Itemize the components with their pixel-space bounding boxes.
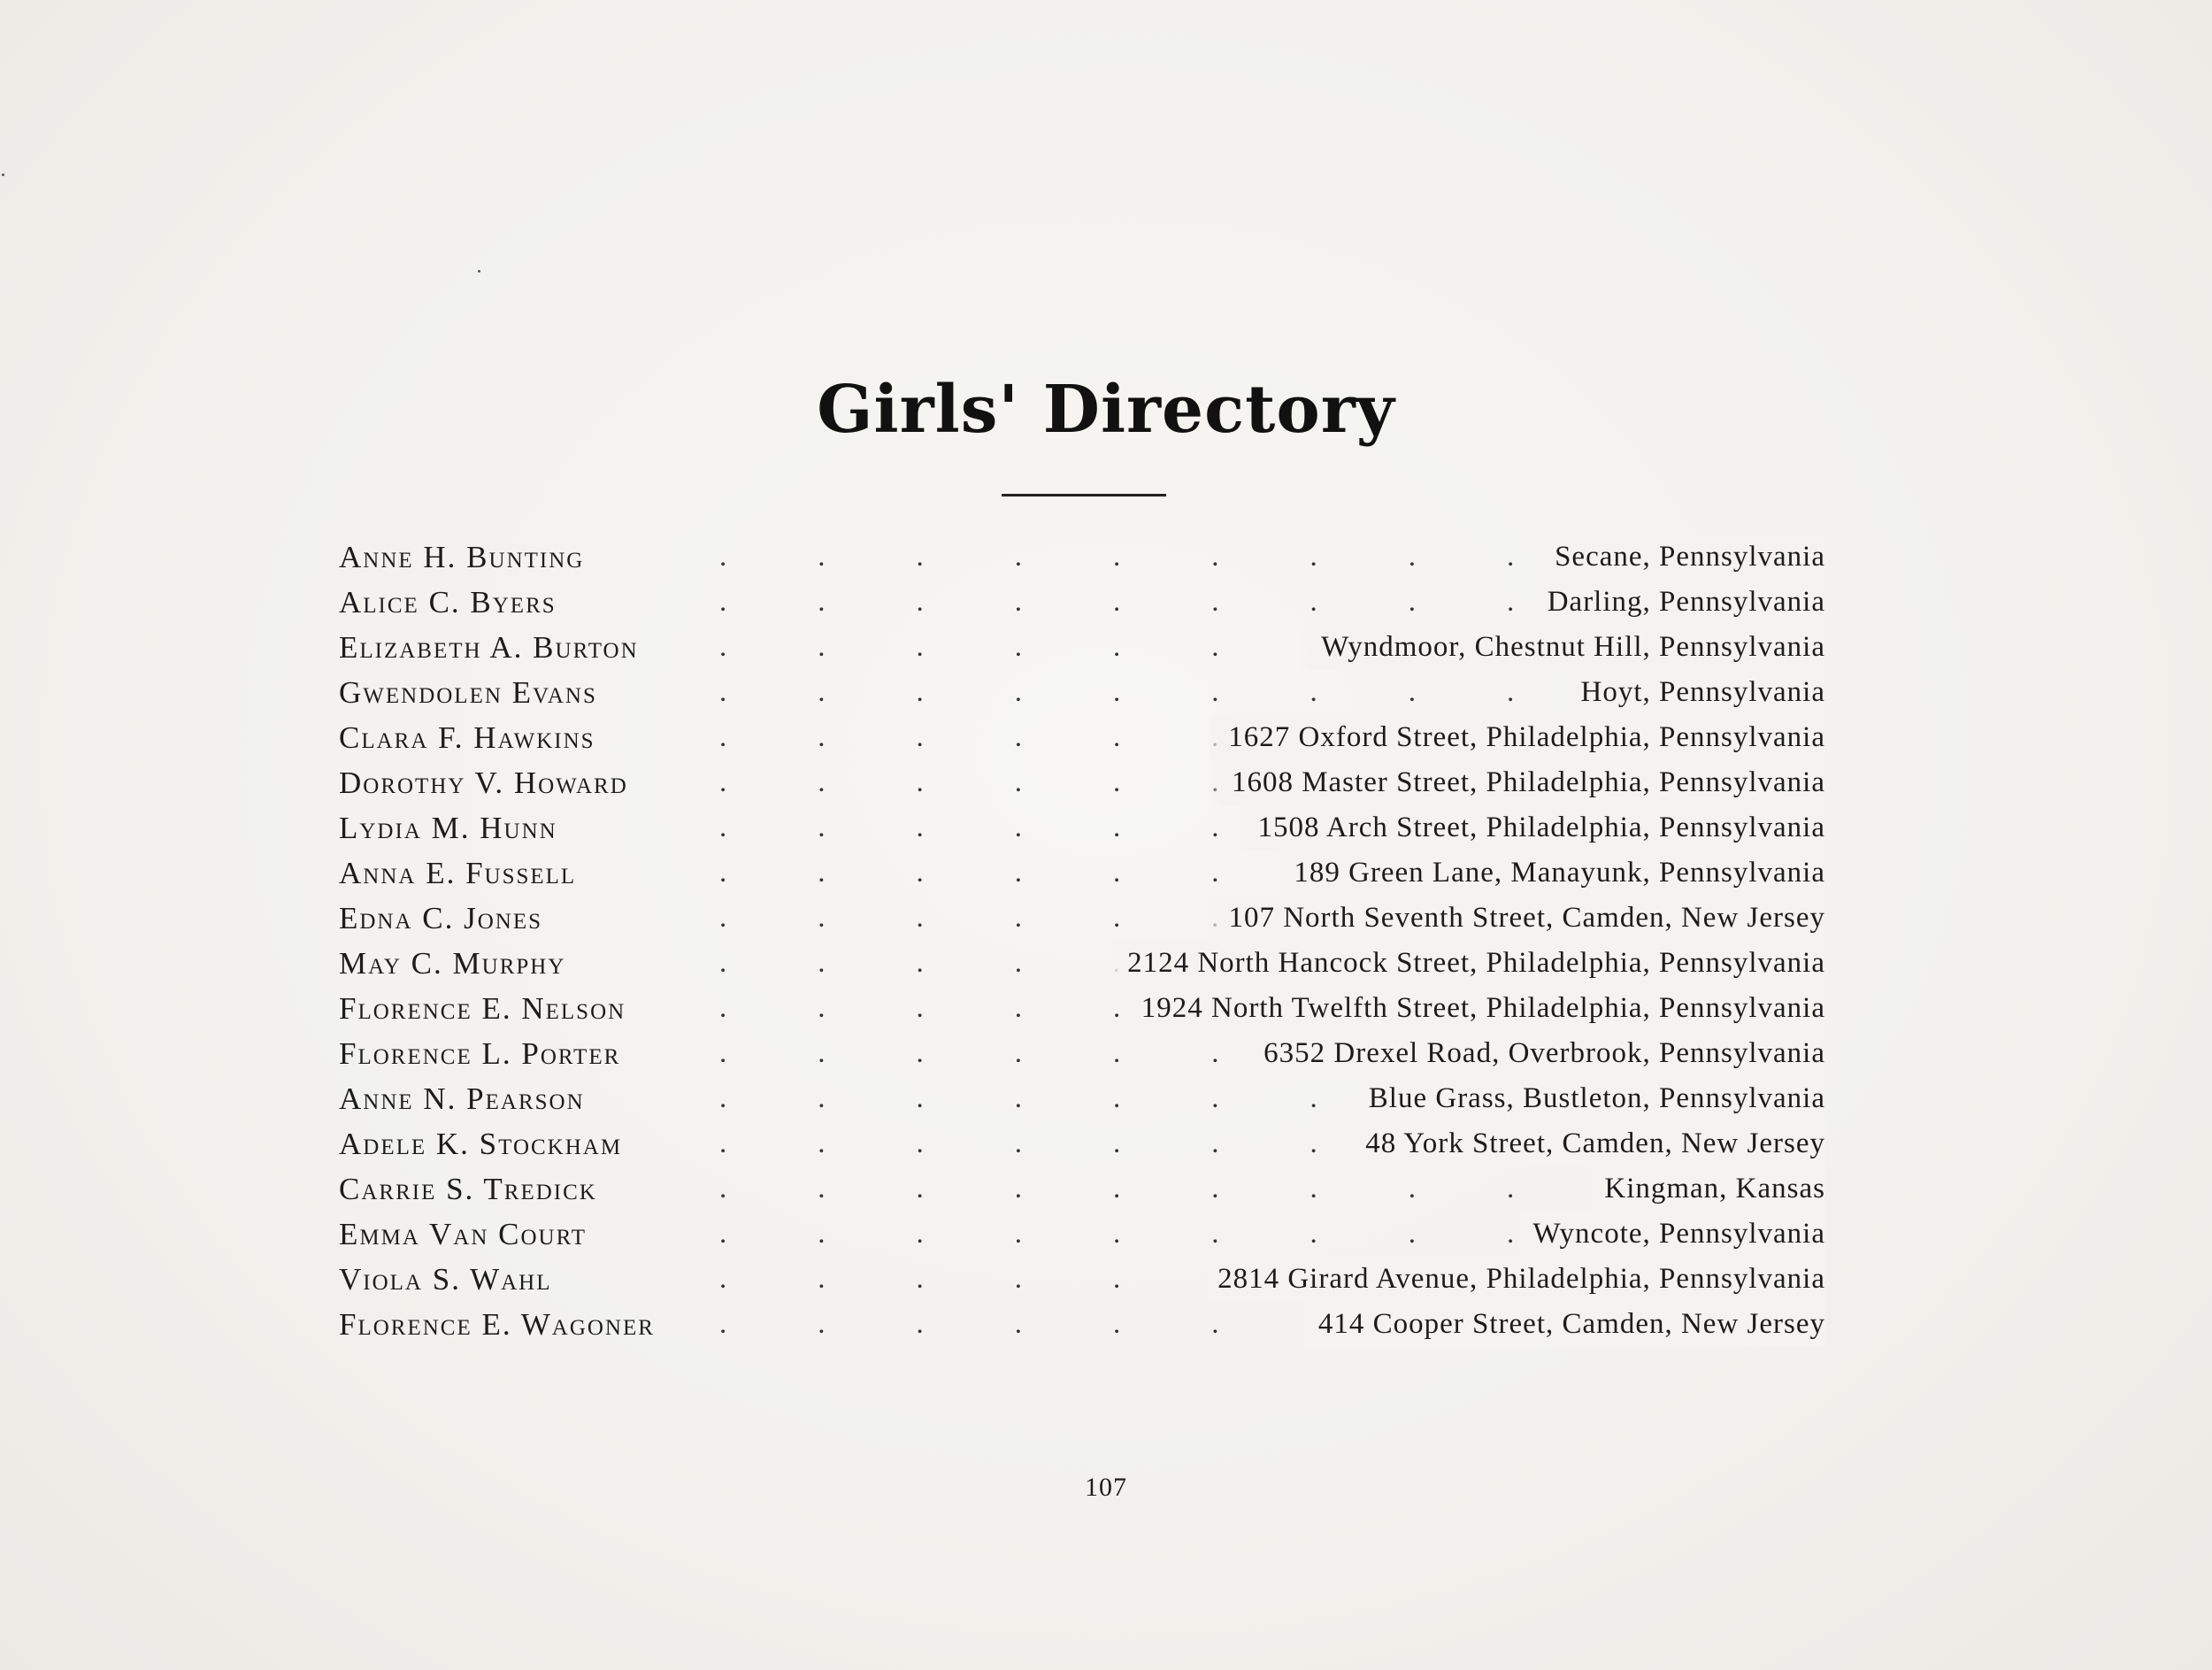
entry-name: Adele K. Stockham (339, 1127, 623, 1161)
entry-address: 2124 North Hancock Street, Philadelphia, Pennsylvania (1106, 941, 1825, 986)
entry-address: 1924 North Twelfth Street, Philadelphia, Pennsylvania (1120, 986, 1825, 1031)
entry-name: Carrie S. Tredick (339, 1172, 597, 1206)
entry-address: 189 Green Lane, Manayunk, Pennsylvania (1272, 850, 1825, 896)
entry-name: Anne H. Bunting (339, 540, 585, 574)
entry-address: 2814 Girard Avenue, Philadelphia, Pennsylvania (1196, 1257, 1825, 1302)
entry-address: Secane, Pennsylvania (1533, 535, 1825, 580)
directory-list (339, 535, 1825, 1347)
list-item (339, 986, 1825, 1031)
entry-name: Dorothy V. Howard (339, 766, 628, 800)
entry-address: Wyndmoor, Chestnut Hill, Pennsylvania (1300, 625, 1825, 670)
list-item (339, 1257, 1825, 1302)
list-item (339, 535, 1825, 580)
list-item (339, 850, 1825, 896)
entry-address: 6352 Drexel Road, Overbrook, Pennsylvania (1242, 1031, 1825, 1076)
title-rule (1002, 494, 1166, 496)
entry-address: Wyncote, Pennsylvania (1511, 1212, 1825, 1257)
list-item (339, 1212, 1825, 1257)
entry-name: Anne N. Pearson (339, 1081, 585, 1116)
entry-name: Gwendolen Evans (339, 675, 597, 710)
list-item (339, 941, 1825, 986)
entry-name: Edna C. Jones (339, 901, 543, 935)
list-item (339, 715, 1825, 760)
list-item (339, 670, 1825, 715)
entry-name: Anna E. Fussell (339, 856, 577, 890)
entry-address: 107 North Seventh Street, Camden, New Jersey (1207, 896, 1825, 941)
entry-name: Alice C. Byers (339, 585, 557, 620)
entry-address: 48 York Street, Camden, New Jersey (1344, 1121, 1825, 1166)
ink-speck (2, 173, 4, 176)
entry-address: Kingman, Kansas (1583, 1166, 1825, 1212)
page-number: 107 (1085, 1473, 1127, 1502)
list-item (339, 580, 1825, 625)
list-item (339, 625, 1825, 670)
list-item (339, 1166, 1825, 1212)
entry-name: Viola S. Wahl (339, 1262, 552, 1297)
entry-name: Florence E. Wagoner (339, 1307, 655, 1342)
list-item (339, 805, 1825, 850)
entry-address: 414 Cooper Street, Camden, New Jersey (1297, 1302, 1825, 1347)
entry-name: May C. Murphy (339, 946, 566, 981)
entry-name: Lydia M. Hunn (339, 811, 557, 845)
entry-address: Hoyt, Pennsylvania (1560, 670, 1825, 715)
entry-address: 1608 Master Street, Philadelphia, Pennsylvania (1210, 760, 1825, 805)
entry-name: Clara F. Hawkins (339, 720, 595, 755)
entry-name: Elizabeth A. Burton (339, 630, 639, 665)
list-item (339, 760, 1825, 805)
list-item (339, 1076, 1825, 1121)
list-item (339, 1121, 1825, 1166)
entry-name: Emma Van Court (339, 1217, 588, 1251)
ink-speck (478, 270, 480, 273)
list-item (339, 896, 1825, 941)
entry-name: Florence E. Nelson (339, 991, 626, 1026)
entry-name: Florence L. Porter (339, 1036, 621, 1071)
entry-address: 1627 Oxford Street, Philadelphia, Pennsylvania (1207, 715, 1825, 760)
page-title: Girls' Directory (817, 372, 1395, 448)
entry-address: Blue Grass, Bustleton, Pennsylvania (1348, 1076, 1825, 1121)
list-item (339, 1302, 1825, 1347)
entry-address: 1508 Arch Street, Philadelphia, Pennsylvania (1236, 805, 1825, 850)
list-item (339, 1031, 1825, 1076)
entry-address: Darling, Pennsylvania (1526, 580, 1825, 625)
